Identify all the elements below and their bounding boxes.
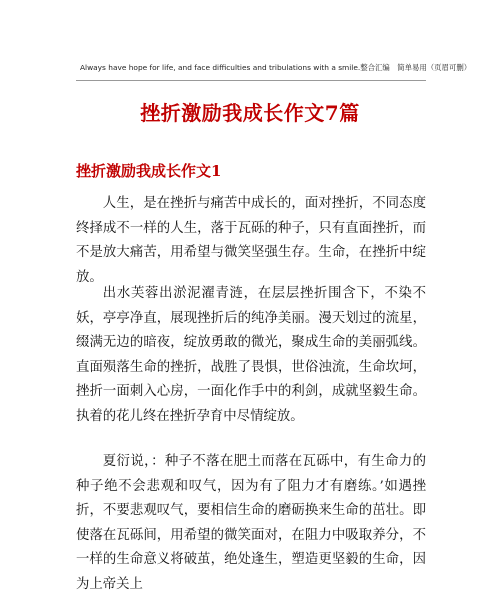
page-header: Always have hope for life, and face difficulties and tribulations with a smile.整合汇编 简单易用（页眉可删）: [80, 63, 472, 72]
paragraph: 出水芙蓉出淤泥濯青涟，在层层挫折围含下，不染不妖，亭亭净直，展现挫折后的纯净美丽。漫天划过的流星，缀满无边的暗夜，绽放勇敢的微光，聚成生命的美丽弧线。直面殒落生命的挫折，战胜了畏惧，世俗浊流，生命坎坷，挫折一面刺入心房，一面化作手中的利剑，成就坚毅生命。执着的花儿终在挫折孕育中尽情绽放。: [76, 286, 426, 424]
section-heading: 挫折激励我成长作文1: [76, 162, 222, 180]
paragraph: 人生，是在挫折与痛苦中成长的，面对挫折，不同态度终择成不一样的人生，落于瓦砾的种子，只有直面挫折，而不是放大痛苦，用希望与微笑坚强生存。生命，在挫折中绽放。: [76, 196, 426, 285]
document-title: 挫折激励我成长作文7篇: [140, 101, 360, 125]
paragraph: 夏衍说，：种子不落在肥土而落在瓦砾中，有生命力的种子绝不会悲观和叹气，因为有了阻力才有磨练。’如遇挫折，不要悲观叹气，要相信生命的磨砺换来生命的茁壮。即使落在瓦砾间，用希望的微笑面对，在阻力中吸取养分，不一样的生命意义将破茧，绝处逢生，塑造更坚毅的生命，因为上帝关上: [76, 454, 426, 592]
header-divider: [76, 80, 426, 81]
